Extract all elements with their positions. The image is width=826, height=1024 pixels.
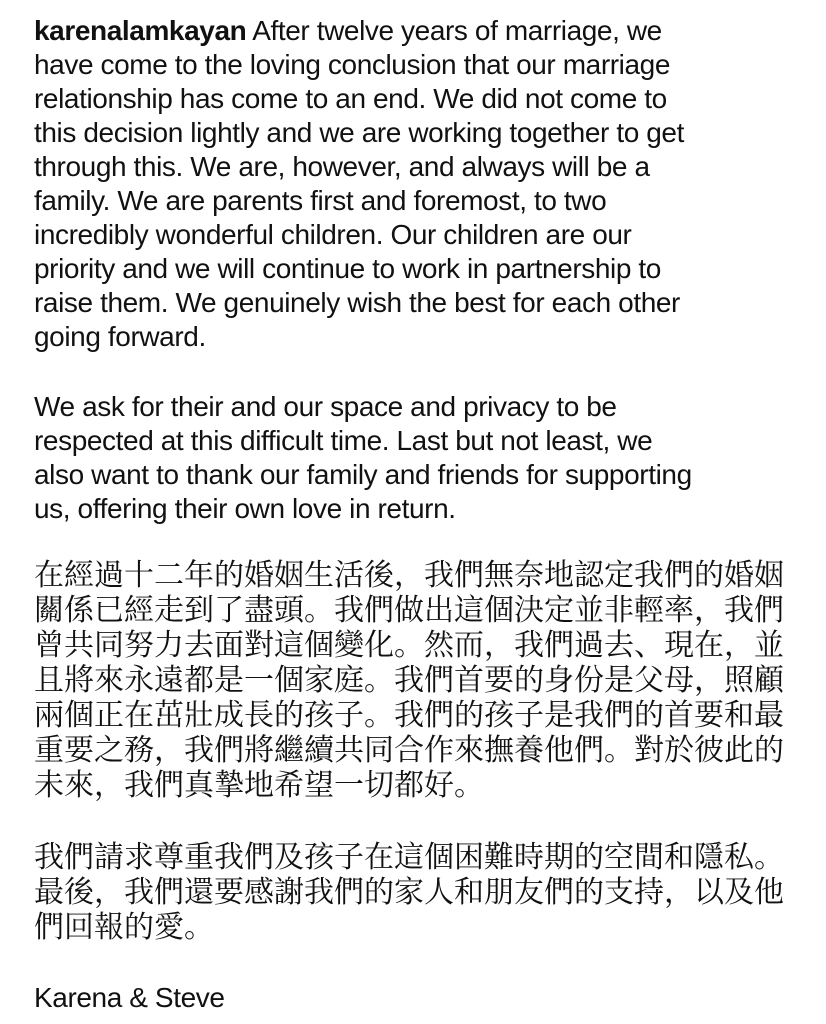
- caption-line: 我們請求尊重我們及孩子在這個困難時期的空間和隱私。: [34, 841, 784, 874]
- caption-line: 未來，我們真摯地希望一切都好。: [34, 769, 484, 802]
- caption-line: relationship has come to an end. We did not come to: [34, 83, 667, 114]
- caption-line: 曾共同努力去面對這個變化。然而，我們過去、現在，並: [34, 629, 784, 662]
- caption-paragraph-chinese-2: [34, 840, 792, 945]
- caption-line: 兩個正在茁壯成長的孩子。我們的孩子是我們的首要和最: [34, 699, 784, 732]
- username-link[interactable]: karenalamkayan: [34, 15, 247, 46]
- caption-line: going forward.: [34, 321, 206, 352]
- caption-paragraph-english-2: [34, 390, 792, 526]
- caption-line: priority and we will continue to work in partnership to: [34, 253, 661, 284]
- caption-paragraph-chinese-1: [34, 558, 792, 803]
- caption-line: 們回報的愛。: [34, 911, 214, 944]
- caption-line: 在經過十二年的婚姻生活後，我們無奈地認定我們的婚姻: [34, 559, 784, 592]
- caption-line: 重要之務，我們將繼續共同合作來撫養他們。對於彼此的: [34, 734, 784, 767]
- caption-line: raise them. We genuinely wish the best for each other: [34, 287, 680, 318]
- caption-line: have come to the loving conclusion that our marriage: [34, 49, 671, 80]
- caption-line: respected at this difficult time. Last but not least, we: [34, 425, 653, 456]
- caption-line: family. We are parents first and foremost, to two: [34, 185, 607, 216]
- caption-signature: Karena & Steve: [34, 982, 225, 1013]
- caption-line: this decision lightly and we are working together to get: [34, 117, 684, 148]
- caption-line: through this. We are, however, and always will be a: [34, 151, 650, 182]
- caption-line: also want to thank our family and friends for supporting: [34, 459, 692, 490]
- caption-line: 關係已經走到了盡頭。我們做出這個決定並非輕率，我們: [34, 594, 784, 627]
- caption-line: We ask for their and our space and privacy to be: [34, 391, 617, 422]
- caption-line: incredibly wonderful children. Our children are our: [34, 219, 632, 250]
- caption-paragraph-english-1: [34, 14, 792, 354]
- caption-text: After twelve years of marriage, we: [252, 15, 662, 46]
- caption-line: us, offering their own love in return.: [34, 493, 456, 524]
- caption-line: 最後，我們還要感謝我們的家人和朋友們的支持，以及他: [34, 876, 784, 909]
- caption-line: 且將來永遠都是一個家庭。我們首要的身份是父母，照顧: [34, 664, 784, 697]
- caption-line: [34, 14, 792, 48]
